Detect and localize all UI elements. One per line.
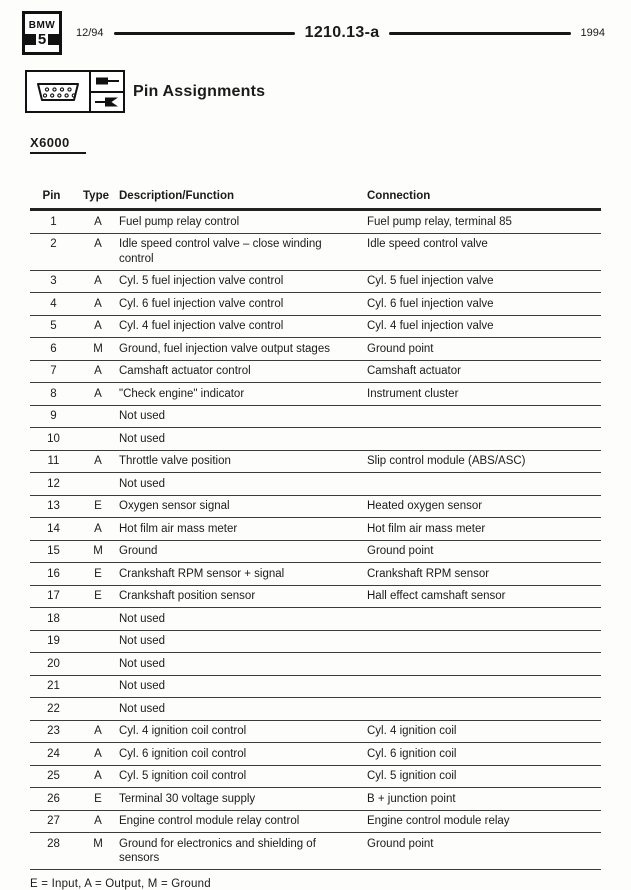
table-row <box>30 765 601 788</box>
logo-series-number: 5 <box>37 31 47 48</box>
cell-pin: 16 <box>47 567 60 580</box>
cell-pin: 6 <box>50 342 57 355</box>
column-header-type: Type <box>83 190 109 202</box>
column-header-connection: Connection <box>367 190 431 202</box>
table-row <box>30 698 601 721</box>
table-row <box>30 743 601 766</box>
cell-pin: 11 <box>47 455 60 467</box>
cell-description: Cyl. 6 ignition coil control <box>119 747 247 760</box>
cell-pin: 27 <box>47 815 60 827</box>
cell-description: Cyl. 4 ignition coil control <box>119 725 247 737</box>
table-row <box>30 293 601 316</box>
cell-type <box>77 653 119 676</box>
cell-description: Camshaft actuator control <box>119 365 251 377</box>
header-rule-right <box>389 32 570 35</box>
cell-type: A <box>94 455 102 467</box>
cell-pin: 10 <box>47 432 60 445</box>
cell-connection <box>367 675 601 698</box>
table-row <box>30 383 601 406</box>
cell-description: Terminal 30 voltage supply <box>119 792 256 805</box>
table-row <box>30 210 601 234</box>
logo-brand-text: BMW <box>28 19 56 31</box>
cell-pin: 14 <box>47 522 60 535</box>
cell-description: Not used <box>119 612 166 625</box>
cell-connection: Crankshaft RPM sensor <box>367 567 490 580</box>
cell-type: M <box>93 837 103 850</box>
male-plug-icon <box>91 72 123 93</box>
cell-type: A <box>94 365 102 377</box>
cell-type: E <box>94 567 102 580</box>
table-container <box>30 190 601 870</box>
cell-pin: 8 <box>50 387 57 400</box>
cell-description: Not used <box>119 477 166 490</box>
page-header <box>0 0 631 56</box>
cell-description: Cyl. 6 fuel injection valve control <box>119 297 284 310</box>
cell-connection <box>367 473 601 496</box>
cell-type <box>77 608 119 631</box>
cell-type: A <box>94 275 102 287</box>
cell-connection: B + junction point <box>367 792 456 805</box>
table-row <box>30 810 601 833</box>
cell-type: E <box>94 500 102 512</box>
table-row <box>30 428 601 451</box>
cell-type: A <box>94 297 102 310</box>
table-row <box>30 338 601 361</box>
female-plug-icon <box>91 93 123 112</box>
cell-description: Cyl. 4 fuel injection valve control <box>119 320 284 332</box>
column-header-description: Description/Function <box>119 190 234 202</box>
header-date: 12/94 <box>76 27 104 39</box>
connector-label: X6000 <box>30 135 86 154</box>
cell-description: Crankshaft RPM sensor + signal <box>119 567 285 580</box>
cell-pin: 28 <box>47 837 60 850</box>
cell-description: Not used <box>119 680 166 692</box>
cell-type: M <box>93 545 103 557</box>
table-row <box>30 495 601 518</box>
table-row <box>30 540 601 563</box>
cell-pin: 7 <box>50 365 57 377</box>
cell-type: A <box>94 522 102 535</box>
cell-connection: Instrument cluster <box>367 387 459 400</box>
cell-description: Not used <box>119 657 166 670</box>
header-rule-left <box>114 32 295 35</box>
table-row <box>30 518 601 541</box>
cell-pin: 24 <box>47 747 60 760</box>
cell-type: E <box>94 590 102 602</box>
logo-stripe <box>25 32 59 48</box>
cell-pin: 5 <box>50 320 57 332</box>
cell-description: Fuel pump relay control <box>119 215 240 228</box>
cell-description: Cyl. 5 fuel injection valve control <box>119 275 284 287</box>
cell-connection: Slip control module (ABS/ASC) <box>367 455 526 467</box>
cell-type: A <box>94 238 102 250</box>
cell-description: Throttle valve position <box>119 455 231 467</box>
cell-pin: 2 <box>50 238 57 250</box>
cell-type <box>77 698 119 721</box>
cell-type <box>77 630 119 653</box>
cell-description: Ground, fuel injection valve output stages <box>119 342 330 355</box>
cell-connection: Ground point <box>367 837 434 850</box>
cell-type: E <box>94 792 102 805</box>
cell-pin: 3 <box>50 275 57 287</box>
pin-connector-icon <box>25 70 125 113</box>
table-row <box>30 315 601 338</box>
cell-type <box>77 405 119 428</box>
section-title-row <box>25 70 631 113</box>
cell-pin: 18 <box>47 612 60 625</box>
table-row <box>30 405 601 428</box>
bmw-series-logo <box>22 11 62 55</box>
cell-pin: 9 <box>50 410 57 422</box>
table-header-row <box>30 190 601 210</box>
table-row <box>30 653 601 676</box>
cell-connection: Cyl. 6 ignition coil <box>367 747 457 760</box>
cell-description: Hot film air mass meter <box>119 522 238 535</box>
cell-description: Ground <box>119 545 158 557</box>
cell-description: Not used <box>119 702 166 715</box>
cell-connection <box>367 405 601 428</box>
table-row <box>30 233 601 270</box>
header-year: 1994 <box>580 27 605 39</box>
cell-connection: Cyl. 4 fuel injection valve <box>367 320 494 332</box>
cell-connection: Ground point <box>367 342 434 355</box>
table-row <box>30 788 601 811</box>
plug-icons-column <box>89 72 123 111</box>
document-number: 1210.13-a <box>304 24 380 41</box>
cell-description: Crankshaft position sensor <box>119 590 256 602</box>
cell-description: Not used <box>119 635 166 647</box>
cell-connection: Hall effect camshaft sensor <box>367 590 506 602</box>
column-header-pin: Pin <box>42 190 61 202</box>
table-row <box>30 608 601 631</box>
cell-description: Not used <box>119 432 166 445</box>
table-row <box>30 630 601 653</box>
cell-connection: Cyl. 5 ignition coil <box>367 770 457 782</box>
cell-connection <box>367 630 601 653</box>
cell-type: A <box>94 747 102 760</box>
cell-description: Cyl. 5 ignition coil control <box>119 770 247 782</box>
cell-type: A <box>94 770 102 782</box>
cell-pin: 26 <box>47 792 60 805</box>
cell-connection: Idle speed control valve <box>367 238 488 250</box>
cell-connection: Engine control module relay <box>367 815 510 827</box>
cell-description: Engine control module relay control <box>119 815 300 827</box>
cell-pin: 20 <box>47 657 60 670</box>
table-row <box>30 675 601 698</box>
cell-description: Idle speed control valve – close winding control <box>119 238 322 265</box>
cell-description: Not used <box>119 410 166 422</box>
cell-connection: Heated oxygen sensor <box>367 500 483 512</box>
cell-pin: 13 <box>47 500 60 512</box>
cell-pin: 4 <box>50 297 57 310</box>
cell-pin: 12 <box>47 477 60 490</box>
cell-connection: Cyl. 5 fuel injection valve <box>367 275 494 287</box>
table-row <box>30 833 601 870</box>
table-row <box>30 720 601 743</box>
cell-description: "Check engine" indicator <box>119 387 245 400</box>
cell-connection <box>367 653 601 676</box>
cell-connection: Hot film air mass meter <box>367 522 486 535</box>
cell-pin: 15 <box>47 545 60 557</box>
type-legend: E = Input, A = Output, M = Ground <box>30 878 211 890</box>
cell-connection <box>367 698 601 721</box>
cell-connection: Camshaft actuator <box>367 365 461 377</box>
table-row <box>30 585 601 608</box>
cell-connection <box>367 608 601 631</box>
cell-connection: Fuel pump relay, terminal 85 <box>367 215 512 228</box>
cell-connection: Cyl. 6 fuel injection valve <box>367 297 494 310</box>
cell-pin: 22 <box>47 702 60 715</box>
cell-type: A <box>94 387 102 400</box>
cell-description: Ground for electronics and shielding of sensors <box>119 837 316 864</box>
cell-description: Oxygen sensor signal <box>119 500 230 512</box>
cell-type: A <box>94 320 102 332</box>
pin-assignments-table <box>30 190 601 870</box>
cell-type: M <box>93 342 103 355</box>
cell-pin: 21 <box>47 680 60 692</box>
table-row <box>30 473 601 496</box>
cell-pin: 23 <box>47 725 60 737</box>
cell-pin: 19 <box>47 635 60 647</box>
dsub-connector-icon <box>27 72 89 111</box>
cell-type: A <box>94 215 102 228</box>
page-title: Pin Assignments <box>133 82 266 100</box>
cell-connection <box>367 428 601 451</box>
cell-type: A <box>94 815 102 827</box>
table-row <box>30 360 601 383</box>
cell-pin: 1 <box>50 215 57 228</box>
cell-type <box>77 675 119 698</box>
cell-type <box>77 428 119 451</box>
cell-connection: Cyl. 4 ignition coil <box>367 725 457 737</box>
cell-connection: Ground point <box>367 545 434 557</box>
table-row <box>30 450 601 473</box>
cell-pin: 17 <box>47 590 60 602</box>
table-row <box>30 563 601 586</box>
table-row <box>30 270 601 293</box>
cell-pin: 25 <box>47 770 60 782</box>
cell-type <box>77 473 119 496</box>
cell-type: A <box>94 725 102 737</box>
